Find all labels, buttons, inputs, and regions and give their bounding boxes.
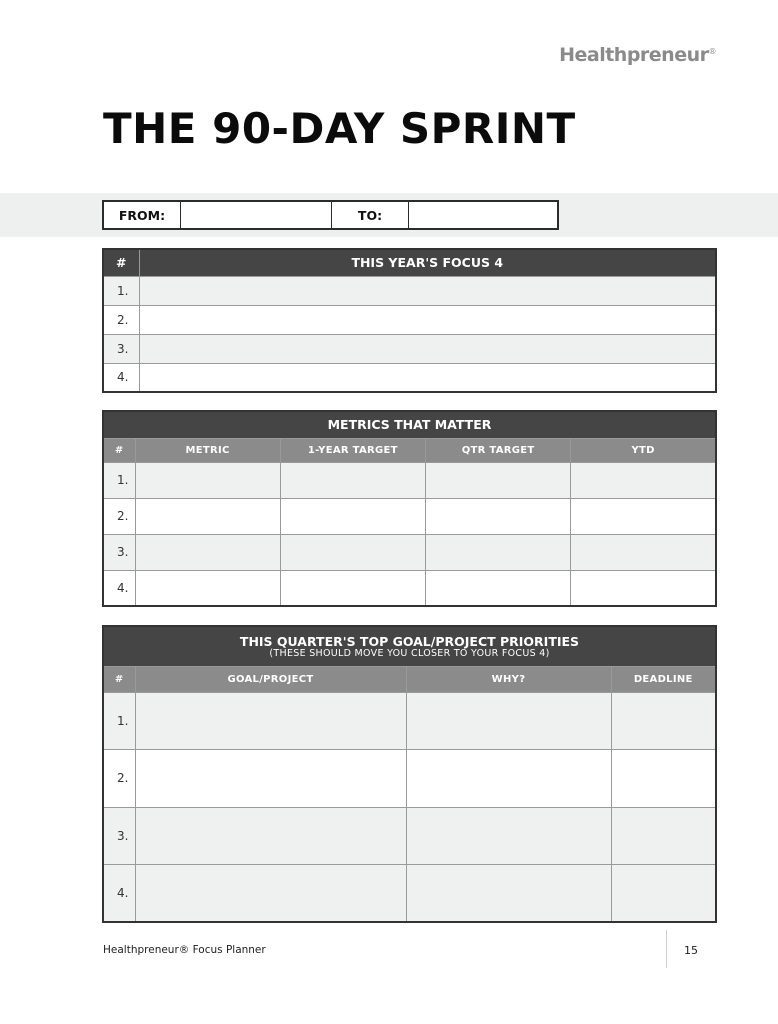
- goal-cell[interactable]: [135, 750, 406, 808]
- why-cell[interactable]: [406, 692, 611, 750]
- table-row: [103, 462, 716, 498]
- why-cell[interactable]: [406, 750, 611, 808]
- table-row: [103, 363, 716, 392]
- row-number: 3.: [103, 534, 135, 570]
- deadline-cell[interactable]: [611, 807, 716, 865]
- ytd-cell[interactable]: [571, 498, 716, 534]
- goals-col-why: WHY?: [406, 666, 611, 692]
- qtr-target-cell[interactable]: [426, 498, 571, 534]
- registered-mark: ®: [708, 47, 716, 56]
- metric-cell[interactable]: [135, 498, 280, 534]
- year-target-cell[interactable]: [280, 570, 425, 606]
- qtr-target-cell[interactable]: [426, 534, 571, 570]
- goal-cell[interactable]: [135, 865, 406, 923]
- row-number: 3.: [103, 807, 135, 865]
- page-title: THE 90-DAY SPRINT: [103, 104, 576, 153]
- goals-table-title: THIS QUARTER'S TOP GOAL/PROJECT PRIORITIES: [239, 633, 580, 649]
- brand-logo-text: Healthpreneur: [559, 44, 709, 66]
- row-number: 1.: [103, 692, 135, 750]
- table-row: [103, 534, 716, 570]
- why-cell[interactable]: [406, 865, 611, 923]
- to-label: TO:: [332, 202, 409, 228]
- goals-table-subtitle: (THESE SHOULD MOVE YOU CLOSER TO YOUR FOCUS 4): [269, 647, 550, 659]
- goals-table: [102, 625, 717, 923]
- row-number: 3.: [103, 334, 139, 363]
- focus-cell[interactable]: [139, 305, 716, 334]
- metrics-col-qtr-target: QTR TARGET: [426, 438, 571, 462]
- focus-cell[interactable]: [139, 334, 716, 363]
- ytd-cell[interactable]: [571, 462, 716, 498]
- row-number: 2.: [103, 305, 139, 334]
- metrics-table: [102, 410, 717, 607]
- table-row: [103, 498, 716, 534]
- metrics-col-metric: METRIC: [135, 438, 280, 462]
- deadline-cell[interactable]: [611, 750, 716, 808]
- row-number: 2.: [103, 750, 135, 808]
- qtr-target-cell[interactable]: [426, 570, 571, 606]
- why-cell[interactable]: [406, 807, 611, 865]
- focus-cell[interactable]: [139, 363, 716, 392]
- metrics-col-ytd: YTD: [571, 438, 716, 462]
- qtr-target-cell[interactable]: [426, 462, 571, 498]
- date-range-box: [102, 200, 559, 230]
- ytd-cell[interactable]: [571, 534, 716, 570]
- table-row: [103, 305, 716, 334]
- table-row: [103, 865, 716, 923]
- metrics-table-title: METRICS THAT MATTER: [103, 411, 716, 438]
- metrics-col-num: #: [103, 438, 135, 462]
- goals-col-num: #: [103, 666, 135, 692]
- from-label: FROM:: [104, 202, 181, 228]
- row-number: 4.: [103, 570, 135, 606]
- table-row: [103, 570, 716, 606]
- goals-table-header: [103, 626, 716, 666]
- deadline-cell[interactable]: [611, 692, 716, 750]
- metric-cell[interactable]: [135, 570, 280, 606]
- table-row: [103, 750, 716, 808]
- metrics-col-year-target: 1-YEAR TARGET: [280, 438, 425, 462]
- row-number: 1.: [103, 462, 135, 498]
- table-row: [103, 334, 716, 363]
- metric-cell[interactable]: [135, 534, 280, 570]
- focus-cell[interactable]: [139, 276, 716, 305]
- to-field[interactable]: [409, 202, 557, 228]
- metric-cell[interactable]: [135, 462, 280, 498]
- ytd-cell[interactable]: [571, 570, 716, 606]
- table-row: [103, 807, 716, 865]
- year-target-cell[interactable]: [280, 534, 425, 570]
- goal-cell[interactable]: [135, 692, 406, 750]
- deadline-cell[interactable]: [611, 865, 716, 923]
- focus-table: [102, 248, 717, 393]
- page-number: 15: [684, 944, 698, 957]
- row-number: 4.: [103, 363, 139, 392]
- brand-logo: [559, 44, 716, 66]
- goals-col-goal: GOAL/PROJECT: [135, 666, 406, 692]
- table-row: [103, 276, 716, 305]
- focus-table-title: THIS YEAR'S FOCUS 4: [139, 249, 716, 276]
- footer-divider: [666, 930, 667, 968]
- row-number: 4.: [103, 865, 135, 923]
- from-field[interactable]: [181, 202, 332, 228]
- focus-num-header: #: [103, 249, 139, 276]
- footer-planner-name: Healthpreneur® Focus Planner: [103, 944, 266, 956]
- table-row: [103, 692, 716, 750]
- year-target-cell[interactable]: [280, 462, 425, 498]
- row-number: 1.: [103, 276, 139, 305]
- goals-col-deadline: DEADLINE: [611, 666, 716, 692]
- year-target-cell[interactable]: [280, 498, 425, 534]
- goal-cell[interactable]: [135, 807, 406, 865]
- row-number: 2.: [103, 498, 135, 534]
